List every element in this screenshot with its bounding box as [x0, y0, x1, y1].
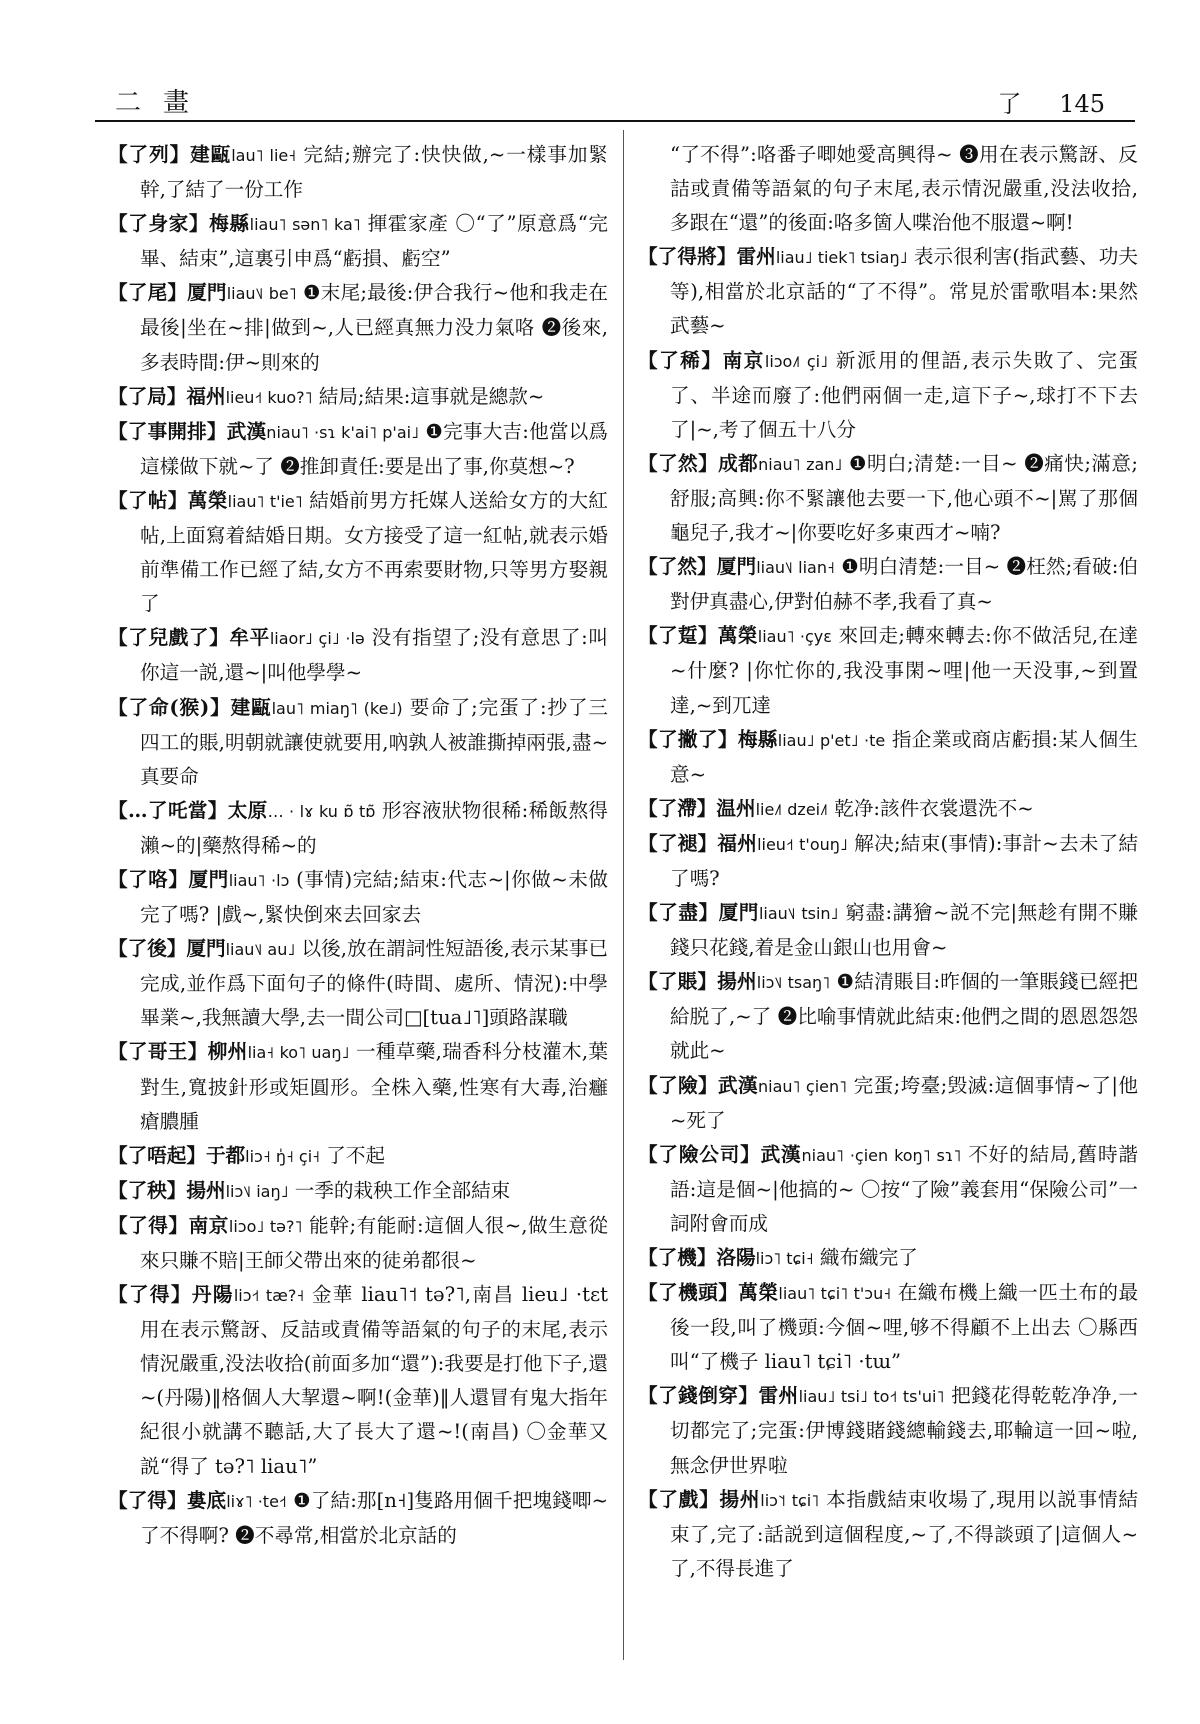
entry-definition: ❶明白;清楚:一目~ ❷痛快;滿意;舒服;高興:你不緊讓他去要一下,他心頭不~|駡了那個龜兒子,我才~|你要吃好多東西才~喃? — [670, 451, 1138, 545]
entry-headword: 【了踅】 — [638, 624, 718, 648]
entry-place: 温州 — [716, 796, 756, 820]
running-head — [95, 80, 1135, 122]
entry-definition: 形容液狀物很稀:稀飯熬得瀨~的|藥熬得稀~的 — [140, 798, 609, 857]
entry-definition: ❶了結:那[n˧]隻路用個千把塊錢唧~了不得啊? ❷不尋常,相當於北京話的 — [140, 1488, 609, 1547]
entry-definition: (事情)完結;結束:代志~|你做~未做完了嗎? |戲~,緊快倒來去回家去 — [140, 867, 609, 927]
entry-definition: ❶結清賬目:昨個的一筆賬錢已經把給脱了,~了 ❷比喻事情就此結束:他們之間的恩恩怨怨就此~ — [670, 970, 1139, 1063]
entry-headword: 【了事開排】 — [108, 419, 227, 443]
dictionary-columns — [108, 138, 1148, 1698]
dictionary-entry — [638, 1069, 1138, 1138]
entry-place: 武漢 — [717, 1073, 758, 1097]
entry-headword: 【了得】 — [108, 1283, 192, 1307]
entry-place: 武漢 — [760, 1142, 802, 1166]
entry-headword: 【了險公司】 — [638, 1142, 761, 1166]
entry-definition: 織布織完了 — [819, 1246, 918, 1269]
dictionary-entry — [638, 550, 1138, 619]
entry-place: 揚州 — [717, 970, 757, 994]
dictionary-entry — [108, 1139, 608, 1174]
entry-place: 建甌 — [230, 695, 272, 719]
entry-pronunciation: liɔ˥˩ iaŋ˩ — [225, 1181, 289, 1201]
dictionary-entry — [638, 240, 1138, 343]
entry-place: 福州 — [186, 384, 226, 408]
entry-pronunciation: liau˩ tsi˩ to˧˦ ts'ui˥ — [798, 1387, 945, 1407]
entry-pronunciation: niau˥ ·çien koŋ˥ sɿ˥ — [801, 1145, 962, 1165]
entry-pronunciation: liau˥˩ be˥ — [226, 284, 297, 304]
entry-definition: 完結;辦完了:快快做,~一樣事加緊幹,了結了一份工作 — [140, 143, 608, 202]
dictionary-entry — [638, 619, 1138, 722]
entry-pronunciation: lia˧ ko˥ uaŋ˩ — [247, 1043, 350, 1063]
entry-definition: 本指戲結束收場了,現用以説事情結束了,完了:話説到這個程度,~了,不得談頭了|這個人~了,不得長進了 — [670, 1487, 1139, 1580]
entry-definition: 金華 liau˥˦ tə?˥,南昌 lieu˩ ·tɛt 用在表示驚訝、反詰或責備等語氣的句子的末尾,表示情況嚴重,没法收拾(前面多加“還”):我要是打他下子,還~(丹陽)‖格個人大挈還~啊!(金華)‖人還冒有鬼大指年紀很小就講不聽話,大了長大了還~!(南昌) 〇金華又説“得了 tə?˥ liau˥” — [140, 1283, 609, 1478]
entry-place: 萬榮 — [717, 624, 758, 648]
entry-definition: 在織布機上織一匹土布的最後一段,叫了機頭:今個~哩,够不得顧不上出去 〇縣西叫“了機子 liau˥ tɕi˥ ·tɯ” — [670, 1281, 1139, 1374]
entry-place: 于都 — [205, 1143, 246, 1167]
entry-definition: 把錢花得乾乾净净,一切都完了;完蛋:伊博錢賭錢總輸錢去,耶輪這一回~啦,無念伊世界啦 — [670, 1384, 1139, 1477]
dictionary-entry — [108, 415, 608, 484]
entry-headword: 【了錢倒穿】 — [638, 1384, 759, 1408]
entry-pronunciation: … · lɤ ku ɒ̃ tɒ̃ — [267, 801, 376, 821]
entry-place: 雷州 — [736, 245, 776, 269]
entry-headword: 【了咯】 — [108, 867, 189, 891]
dictionary-entry — [108, 138, 608, 207]
entry-definition: 結婚前男方托媒人送給女方的大紅帖,上面寫着結婚日期。女方接受了這一紅帖,就表示婚前準備工作已經了結,女方不再索要財物,只等男方娶親了 — [140, 488, 609, 616]
entry-headword: 【了險】 — [638, 1073, 718, 1097]
entry-pronunciation: liɔ˥˦ tɕi˥ — [760, 1490, 820, 1510]
entry-definition: ❶明白清楚:一目~ ❷枉然;看破:伯對伊真盡心,伊對伯赫不孝,我看了真~ — [670, 555, 1139, 614]
entry-place: 牟平 — [229, 626, 270, 650]
entry-definition: 不好的結局,舊時諧語:這是個~|他搞的~ 〇按“了險”義套用“保險公司”一詞附會而成 — [670, 1142, 1139, 1235]
entry-place: 萬榮 — [738, 1281, 779, 1305]
entry-definition: 來回走;轉來轉去:你不做活兒,在達~什麼? |你忙你的,我没事閑~哩|他一天没事,~到置達,~到兀達 — [670, 624, 1139, 717]
dictionary-entry — [638, 827, 1138, 896]
entry-pronunciation: niau˥ ·sɿ k'ai˥ p'ai˩ — [266, 422, 419, 442]
dictionary-entry — [108, 1484, 608, 1553]
entry-pronunciation: liɔ˥˩ tsaŋ˥ — [756, 973, 831, 993]
entry-definition: 表示很利害(指武藝、功夫等),相當於北京話的“了不得”。常見於雷歌唱本:果然武藝~ — [670, 245, 1139, 338]
entry-definition: 没有指望了;没有意思了:叫你這一説,還~|叫他學學~ — [140, 626, 609, 685]
entry-place: 柳州 — [207, 1040, 248, 1064]
entry-pronunciation: lieu˧˦ kuo?˥ — [225, 387, 313, 407]
dictionary-entry — [638, 723, 1138, 792]
entry-headword: 【了盡】 — [638, 901, 719, 925]
entry-headword: 【了滯】 — [638, 796, 717, 820]
entry-pronunciation: liau˥˩ au˩ — [225, 940, 296, 960]
dictionary-entry — [638, 344, 1138, 447]
entry-headword: 【了機頭】 — [638, 1281, 739, 1305]
entry-headword: 【了局】 — [108, 384, 187, 408]
entry-headword: 【了稀】 — [638, 348, 723, 372]
entry-place: 厦門 — [187, 281, 227, 305]
entry-headword: 【了機】 — [638, 1246, 717, 1269]
dictionary-entry — [108, 1035, 608, 1138]
entry-place: 揚州 — [186, 1178, 226, 1202]
entry-definition: ❶末尾;最後:伊合我行~他和我走在最後|坐在~排|做到~,人已經真無力没力氣咯 ❷後來,多表時間:伊~則來的 — [140, 281, 609, 374]
entry-headword: 【…了吒當】 — [108, 798, 228, 822]
dictionary-entry — [108, 207, 608, 276]
entry-place: 揚州 — [719, 1487, 761, 1511]
dictionary-entry — [108, 621, 608, 690]
entry-place: 雷州 — [758, 1384, 799, 1408]
dictionary-entry — [108, 380, 608, 415]
dictionary-entry — [638, 792, 1138, 827]
entry-place: 梅縣 — [209, 212, 250, 236]
entry-pronunciation: lie˩˥ dzei˩˥ — [755, 799, 829, 819]
entry-place: 武漢 — [226, 419, 267, 443]
dictionary-entry — [108, 1278, 608, 1484]
entry-definition: 了不起 — [326, 1143, 386, 1167]
entry-definition: 窮盡:講獪~説不完|無趁有開不賺錢只花錢,着是金山銀山也用會~ — [670, 901, 1139, 960]
dictionary-entry — [638, 1276, 1138, 1379]
entry-headword: 【了撇了】 — [638, 727, 738, 751]
page-header-right — [998, 84, 1105, 119]
entry-headword: 【了尾】 — [108, 281, 188, 305]
dictionary-entry — [108, 794, 608, 863]
dictionary-entry — [108, 484, 608, 621]
entry-pronunciation: liau˩ tiek˥ tsiaŋ˩ — [775, 248, 908, 268]
entry-place: 梅縣 — [737, 727, 778, 751]
dictionary-entry — [108, 1174, 608, 1209]
entry-definition: 解决;結束(事情):事計~去未了結了嗎? — [670, 831, 1139, 890]
dictionary-entry — [638, 1138, 1138, 1241]
entry-definition: 結局;結果:這事就是總款~ — [318, 384, 545, 408]
entry-pronunciation: liau˥ sən˥ ka˥ — [249, 215, 361, 235]
entry-definition: 完蛋;垮臺;毁滅:這個事情~了|他~死了 — [670, 1073, 1139, 1132]
entry-pronunciation: niau˥ çien˥ — [757, 1076, 848, 1096]
dictionary-entry — [638, 138, 1138, 240]
entry-definition: ❶完事大吉:他當以爲這樣做下就~了 ❷推卸責任:要是出了事,你莫想~? — [140, 419, 609, 478]
dictionary-entry — [108, 276, 608, 379]
entry-pronunciation: liɤ˥ ·te˧˦ — [226, 1491, 287, 1511]
entry-headword: 【了賬】 — [638, 970, 718, 994]
dictionary-entry — [108, 1209, 608, 1278]
header-character: 了 — [997, 90, 1022, 118]
entry-pronunciation: lau˥ lie˧ — [231, 146, 297, 165]
entry-place: 太原 — [227, 798, 268, 822]
entry-place: 南京 — [722, 348, 765, 372]
entry-place: 厦門 — [188, 867, 229, 891]
entry-pronunciation: liau˥˩ lian˧ — [756, 558, 835, 578]
entry-definition: 以後,放在謂詞性短語後,表示某事已完成,並作爲下面句子的條件(時間、處所、情況):中學畢業~,我無讀大學,去一間公司□[tua˩˥]頭路謀職 — [140, 937, 608, 1030]
entry-pronunciation: liau˥ ·lɔ — [228, 870, 290, 890]
entry-headword: 【了然】 — [638, 555, 717, 579]
entry-headword: 【了然】 — [638, 451, 719, 475]
entry-headword: 【了哥王】 — [108, 1040, 208, 1064]
left-column — [108, 138, 608, 1553]
entry-definition: 新派用的俚語,表示失敗了、完蛋了、半途而廢了:他們兩個一走,這下子~,球打不下去了|~,考了個五十八分 — [670, 348, 1139, 441]
entry-place: 婁底 — [186, 1488, 227, 1512]
entry-definition: 要命了;完蛋了:抄了三四工的賬,明朝就讓使就要用,吶孰人被誰撕掉兩張,盡~真要命 — [140, 695, 609, 788]
entry-pronunciation: lau˥ miaŋ˥ (ke˩) — [271, 698, 403, 718]
dictionary-entry — [638, 896, 1138, 965]
entry-definition: 能幹;有能耐:這個人很~,做生意從來只賺不賠|王師父帶出來的徒弟都很~ — [140, 1213, 609, 1272]
dictionary-entry — [638, 1241, 1138, 1276]
entry-pronunciation: liɔo˩ tə?˥ — [228, 1216, 303, 1236]
entry-headword: 【了戲】 — [638, 1487, 720, 1511]
entry-pronunciation: liau˥ t'ie˥ — [227, 491, 303, 511]
entry-definition: 乾净:該件衣裳還洗不~ — [834, 796, 1034, 820]
column-divider — [623, 130, 624, 1660]
entry-pronunciation: liɔ˧˦ tæ?˧ — [233, 1286, 305, 1306]
entry-place: 丹陽 — [191, 1283, 234, 1307]
entry-pronunciation: liɔo˩˥ çi˩ — [764, 351, 829, 371]
entry-pronunciation: liɔ˥ tɕi˧ — [755, 1249, 814, 1268]
entry-definition: 一季的栽秧工作全部結束 — [294, 1178, 511, 1202]
dictionary-entry — [108, 863, 608, 932]
entry-headword: 【了得將】 — [638, 245, 737, 269]
page-number: 145 — [1059, 90, 1105, 118]
entry-definition: 一種草藥,瑞香科分枝灌木,葉對生,寬披針形或矩圓形。全株入藥,性寒有大毒,治癰瘡膿腫 — [140, 1040, 608, 1133]
section-title: 二畫 — [115, 88, 212, 118]
entry-pronunciation: liau˥ tɕi˥ t'ɔu˧ — [778, 1284, 892, 1304]
entry-headword: 【了後】 — [108, 937, 187, 961]
entry-headword: 【了褪】 — [638, 831, 718, 855]
entry-place: 厦門 — [718, 901, 759, 925]
entry-place: 厦門 — [716, 555, 757, 579]
entry-headword: 【了身家】 — [108, 212, 210, 236]
entry-place: 萬榮 — [187, 488, 228, 512]
entry-pronunciation: liau˩ p'et˩ ·te — [777, 730, 886, 750]
entry-place: 建甌 — [190, 143, 232, 166]
right-column — [638, 138, 1138, 1586]
entry-place: 成都 — [718, 451, 759, 475]
dictionary-entry — [638, 965, 1138, 1068]
entry-pronunciation: liau˥ ·çyɛ — [757, 627, 832, 647]
entry-place: 福州 — [717, 831, 758, 855]
entry-headword: 【了命(猴)】 — [108, 695, 231, 719]
dictionary-entry — [638, 1483, 1138, 1586]
entry-pronunciation: liɔ˧ ŋ̍˧ çi˧ — [245, 1146, 321, 1166]
dictionary-entry — [638, 1379, 1138, 1482]
entry-definition: 指企業或商店虧損:某人個生意~ — [670, 727, 1139, 786]
entry-pronunciation: liau˥˩ tsin˩ — [758, 904, 839, 924]
dictionary-entry — [108, 932, 608, 1035]
entry-headword: 【了列】 — [108, 143, 191, 166]
entry-headword: 【了得】 — [108, 1213, 189, 1237]
dictionary-entry — [108, 691, 608, 794]
entry-headword: 【了得】 — [108, 1488, 187, 1512]
entry-pronunciation: lieu˧˦ t'ouŋ˩ — [757, 834, 848, 854]
entry-headword: 【了秧】 — [108, 1178, 187, 1202]
entry-definition: “了不得”:咯番子唧她愛高興得~ ❸用在表示驚訝、反詰或責備等語氣的句子末尾,表示情況嚴重,没法收拾,多跟在“還”的後面:咯多箇人喋治他不服還~啊! — [670, 143, 1138, 235]
entry-pronunciation: liaor˩ çi˩ ·lə — [269, 629, 365, 649]
entry-headword: 【了唔起】 — [108, 1143, 206, 1167]
entry-place: 洛陽 — [716, 1246, 756, 1269]
entry-headword: 【了帖】 — [108, 488, 188, 512]
entry-place: 南京 — [188, 1213, 229, 1237]
entry-definition: 揮霍家產 〇“了”原意爲“完畢、結束”,這裏引申爲“虧損、虧空” — [140, 212, 609, 271]
dictionary-entry — [638, 447, 1138, 550]
entry-pronunciation: niau˥ zan˩ — [758, 454, 843, 474]
entry-place: 厦門 — [186, 937, 226, 961]
entry-headword: 【了兒戲了】 — [108, 626, 230, 650]
